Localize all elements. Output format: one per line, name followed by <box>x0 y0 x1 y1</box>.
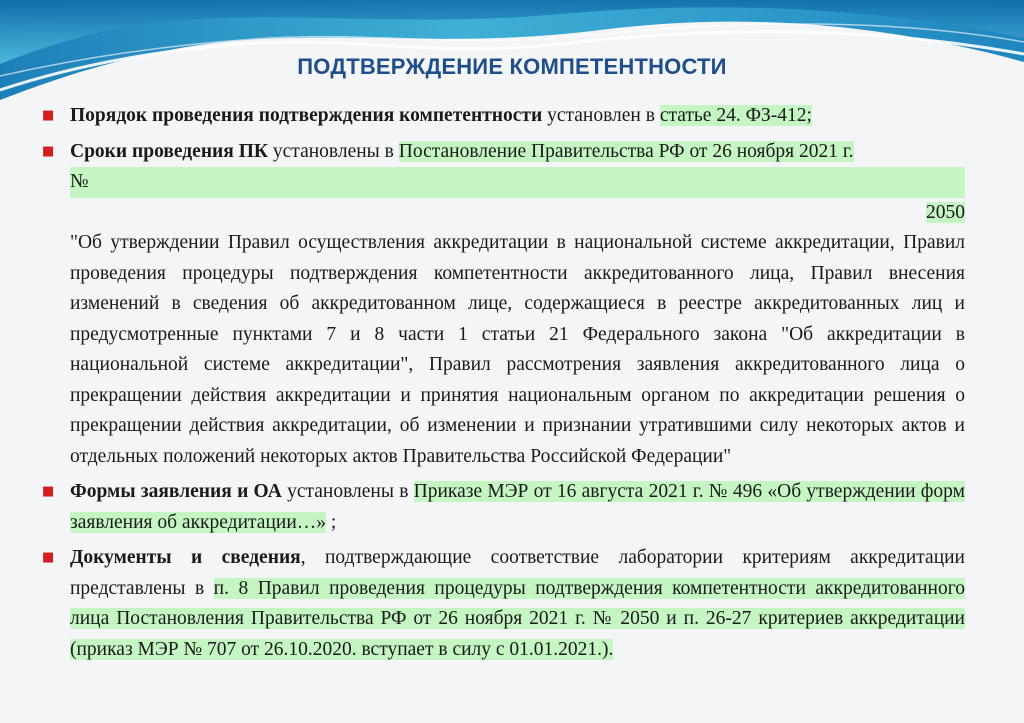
bullet-square-icon: ■ <box>42 108 55 123</box>
item-bold: Порядок проведения подтверждения компетентности <box>70 105 543 126</box>
item-highlight: Постановление Правительства РФ от 26 ноября 2021 г. <box>398 140 854 162</box>
item-text: , подтверждающие соответствие лаборатории критериям аккредитации представлены в <box>70 547 965 599</box>
list-item <box>40 101 965 132</box>
bullet-square-icon: ■ <box>42 143 55 159</box>
item-text: установлены в <box>268 140 399 162</box>
content-body <box>40 101 965 665</box>
item-bold: Документы и сведения <box>70 547 301 568</box>
item-bold: Сроки проведения ПК <box>70 140 269 162</box>
item-bold: Формы заявления и ОА <box>70 481 282 502</box>
item-highlight: Приказе МЭР от 16 августа 2021 г. № 496 «Об утверждении форм заявления об аккредитации…» <box>70 481 965 533</box>
item-highlight: статье 24. ФЗ-412; <box>659 105 812 126</box>
list-item <box>40 477 965 538</box>
item-number-sign: № <box>70 167 965 198</box>
list-item <box>40 137 965 473</box>
list-item <box>40 543 965 665</box>
item-number: 2050 <box>926 201 965 223</box>
item-tail: ; <box>326 511 337 533</box>
bullet-square-icon: ■ <box>42 484 55 499</box>
item-rest: "Об утверждении Правил осуществления аккредитации в национальной системе аккредитации, Правил проведения процедуры подтверждения компетентности аккредитованного лица, Правил внесения изменений в сведения об аккредитованном лице, содержащиеся в реестре аккредитованных лиц и предусмотренные пунктами 7 и 8 части 1 статьи 21 Федерального закона "Об аккредитации в национальной системе аккредитации", Правил рассмотрения заявления аккредитованного лица о прекращении действия аккредитации и принятия национальным органом по аккредитации решения о прекращении действия аккредитации, об изменении и признании утратившими силу некоторых актов и отдельных положений некоторых актов Правительства Российской Федерации" <box>70 232 965 467</box>
item-text: установлены в <box>281 481 414 502</box>
item-highlight: п. 8 Правил проведения процедуры подтверждения компетентности аккредитованного лица Постановления Правительства РФ от 26 ноября 2021 г. № 2050 и п. 26-27 критериев аккредитации (приказ МЭР № 707 от 26.10.2020. вступает в силу с 01.01.2021.). <box>70 577 965 660</box>
bullet-square-icon: ■ <box>42 550 55 565</box>
page-title: ПОДТВЕРЖДЕНИЕ КОМПЕТЕНТНОСТИ <box>297 54 727 79</box>
item-text: установлен в <box>542 105 660 126</box>
